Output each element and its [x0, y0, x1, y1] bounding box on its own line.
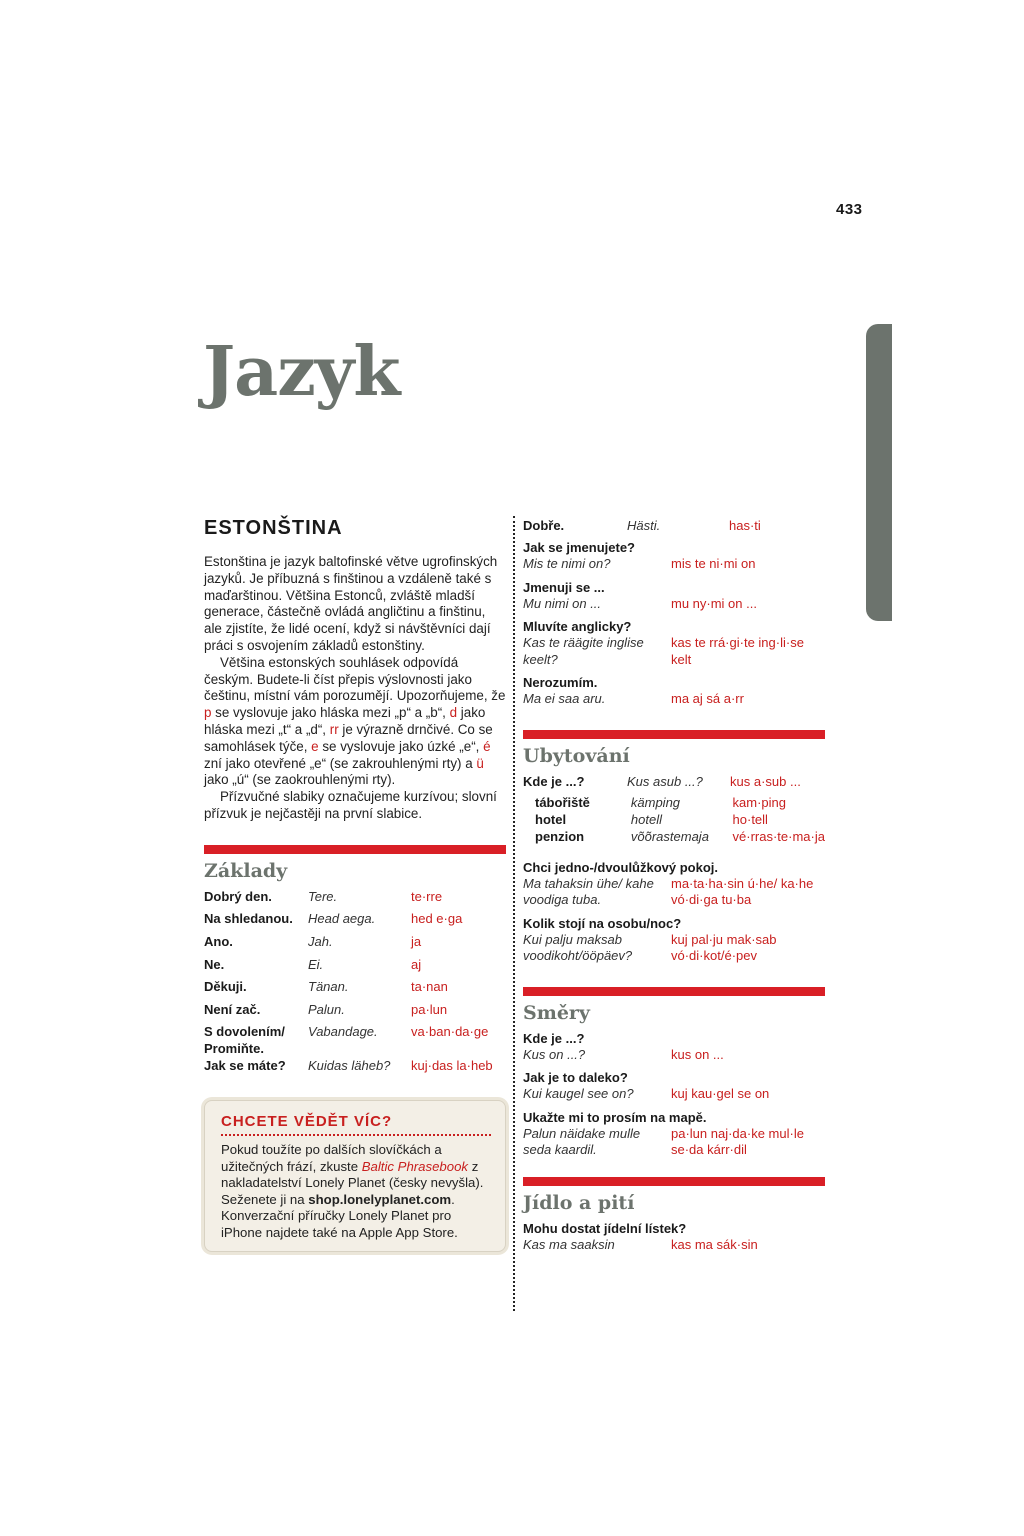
phrase-estonian: Kas ma saaksin [523, 1236, 615, 1252]
phrase-czech: Ne. [204, 956, 225, 972]
phrase-row [204, 933, 506, 956]
shop-link[interactable]: shop.lonelyplanet.com [308, 1191, 452, 1207]
phrase-czech: Dobrý den. [204, 888, 272, 904]
phrase-czech: Děkuji. [204, 979, 247, 995]
phrase-czech: Není zač. [204, 1001, 261, 1017]
phrase-estonian: Tänan. [308, 979, 349, 995]
phrase-question: Kde je ...? [523, 1030, 585, 1046]
phrase-estonian: Tere. [308, 888, 338, 904]
phrase-pronunciation: aj [411, 956, 422, 972]
phrase-question: Ukažte mi to prosím na mapě. [523, 1109, 707, 1125]
phrase-pronunciation: kas te rrá·gi·te ing·li·se kelt [671, 635, 804, 667]
directions-list [523, 1030, 825, 1159]
phrase-question: Mluvíte anglicky? [523, 619, 632, 634]
phrase-estonian: Kui palju maksab voodikoht/ööpäev? [523, 931, 633, 963]
phrase-translation-row [523, 1237, 825, 1254]
phrase-estonian: Mu nimi on ... [523, 595, 602, 611]
phrase-estonian: Kui kaugel see on? [523, 1086, 634, 1101]
intro-text [204, 554, 506, 823]
food-list [523, 1220, 825, 1254]
intro-paragraph-3: Přízvučné slabiky označujeme kurzívou; slovní přízvuk je nejčastěji na první slabice. [204, 789, 497, 821]
phrase-item [523, 618, 825, 668]
phrase-row [204, 1001, 506, 1024]
phrase-translation-row [523, 932, 825, 965]
info-box-title: CHCETE VĚDĚT VÍC? [221, 1113, 491, 1136]
right-column [523, 517, 825, 1259]
accommodation-list [523, 859, 825, 965]
dobre-row: Dobře. Hästi. has·ti [523, 518, 761, 533]
info-box-text: Pokud toužíte po dalších slovíčkách a užitečných frází, zkuste Baltic Phrasebook z nakladatelství Lonely Planet (česky nevyšla). Seženete ji na shop.lonelyplanet.com. Konverzační příručky Lonely Planet pro iPhone najdete také na Apple App Store. [221, 1141, 484, 1240]
phrase-question: Chci jedno-/dvoulůžkový pokoj. [523, 859, 719, 875]
phrase-translation-row [523, 1047, 825, 1064]
phrase-row [523, 828, 825, 845]
phrase-item [523, 1109, 825, 1159]
phrase-question: Kolik stojí na osobu/noc? [523, 915, 682, 931]
section-title-directions: Směry [523, 1001, 590, 1024]
phrase-estonian: Mis te nimi on? [523, 556, 611, 571]
phrase-pronunciation: va·ban·da·ge [411, 1024, 489, 1040]
where-row: Kde je ...? Kus asub ...? kus a·sub ... [523, 773, 801, 789]
phrase-item [523, 1069, 825, 1103]
phrase-estonian: Palun. [308, 1001, 345, 1017]
language-heading: ESTONŠTINA [204, 517, 343, 539]
phrase-czech: S dovolením/ Promiňte. [204, 1024, 285, 1057]
phrase-translation-row [523, 876, 825, 909]
phrase-estonian: kämping [630, 794, 681, 810]
phrase-row [204, 888, 506, 911]
left-column [204, 517, 506, 1252]
page-number: 433 [836, 201, 863, 218]
section-bar [523, 1177, 825, 1186]
phrase-item [523, 859, 825, 909]
phrase-estonian: võõrastemaja [630, 828, 709, 844]
section-bar [523, 987, 825, 996]
phrase-translation-row [523, 691, 825, 708]
phrase-row [204, 1057, 506, 1080]
phrase-pronunciation: kus on ... [671, 1046, 724, 1062]
intro-paragraph-1: Estonština je jazyk baltofinské větve ugrofinských jazyků. Je příbuzná s finštinou a vzdáleně také s maďarštinou. Většina Estonců, zvláště mladší generace, částečně ovládá angličtinu a finštinu, ale zjistíte, že lidé ocení, když si návštěvníci dají práci s osvojením základů estonštiny. [204, 554, 498, 653]
phrase-row [204, 1023, 506, 1057]
phrase-estonian: Ma ei saa aru. [523, 691, 606, 706]
phrase-pronunciation: kam·ping [732, 794, 786, 810]
info-box [204, 1100, 506, 1253]
phrase-estonian: Ei. [308, 956, 324, 972]
phrase-czech: Jak se máte? [204, 1058, 286, 1074]
phrase-translation-row [523, 596, 825, 613]
phrase-question: Nerozumím. [523, 675, 598, 690]
phrase-row [523, 811, 825, 828]
phrase-pronunciation: te·rre [411, 888, 443, 904]
phrase-question: Mohu dostat jídelní lístek? [523, 1220, 687, 1236]
phrase-question: Jak se jmenujete? [523, 540, 635, 555]
phrase-question: Jak je to daleko? [523, 1070, 628, 1085]
phrase-estonian: Kas te räägite inglise keelt? [523, 635, 644, 667]
phrase-pronunciation: hed e·ga [411, 911, 463, 927]
chapter-side-tab [866, 324, 892, 621]
intro-paragraph-2: Většina estonských souhlásek odpovídá českým. Budete-li číst přepis výslovnosti jako češtinu, místní vám porozumějí. Upozorňujeme, že p se vyslovuje jako hláska mezi „p“ a „b“, d jako hláska mezi „t“ a „d“, rr je výrazně drnčivé. Co se samohlásek týče, e se vyslovuje jako úzké „e“, é zní jako otevřené „e“ (se zakrouhlenými rty) a ü jako „ú“ (se zaokrouhlenými rty). [204, 654, 506, 788]
phrase-row [204, 978, 506, 1001]
section-bar [204, 845, 506, 854]
phrase-pronunciation: kas ma sák·sin [671, 1236, 758, 1252]
phrase-item [523, 1220, 825, 1254]
chapter-title: Jazyk [203, 332, 400, 412]
phrase-question: Jmenuji se ... [523, 579, 605, 595]
column-divider [513, 516, 515, 1311]
section-bar [523, 730, 825, 739]
phrase-translation-row [523, 1126, 825, 1159]
phrase-czech: tábořiště [535, 794, 590, 810]
phrase-pronunciation: ma aj sá a·rr [671, 691, 744, 706]
greetings-list [523, 539, 825, 708]
phrase-row [204, 910, 506, 933]
phrase-estonian: Head aega. [308, 911, 376, 927]
phrase-pronunciation: pa·lun [411, 1001, 448, 1017]
phrase-item [523, 539, 825, 573]
phrase-pronunciation: pa·lun naj·da·ke mul·le se·da kárr·dil [671, 1125, 804, 1157]
phrase-estonian: Vabandage. [308, 1024, 378, 1040]
phrase-item [523, 674, 825, 708]
phrase-pronunciation: vé·rras·te·ma·ja [732, 828, 825, 844]
phrase-item [523, 579, 825, 613]
basics-table [204, 888, 506, 1080]
phrase-pronunciation: kuj·das la·heb [411, 1058, 493, 1074]
phrase-pronunciation: mu ny·mi on ... [671, 595, 757, 611]
phrase-estonian: Kus on ...? [523, 1046, 586, 1062]
phrase-czech: Ano. [204, 933, 233, 949]
phrase-translation-row [523, 556, 825, 573]
phrase-estonian: Kuidas läheb? [308, 1058, 391, 1074]
phrase-pronunciation: kuj pal·ju mak·sab vó·di·kot/é·pev [671, 931, 777, 963]
phrase-pronunciation: mis te ni·mi on [671, 556, 756, 571]
phrase-czech: Na shledanou. [204, 911, 293, 927]
section-title-accommodation: Ubytování [523, 744, 630, 767]
phrase-item [523, 1030, 825, 1064]
phrase-estonian: hotell [630, 811, 662, 827]
phrase-pronunciation: kuj kau·gel se on [671, 1086, 770, 1101]
phrase-pronunciation: ho·tell [732, 811, 768, 827]
section-title-basics: Základy [204, 859, 288, 882]
phrase-czech: penzion [535, 828, 585, 844]
book-title: Baltic Phrasebook [361, 1158, 469, 1174]
phrase-row [523, 794, 825, 811]
phrase-pronunciation: ja [411, 933, 422, 949]
phrase-pronunciation: ta·nan [411, 979, 448, 995]
section-title-food: Jídlo a pití [523, 1191, 635, 1214]
places-table [523, 794, 825, 845]
phrase-translation-row [523, 635, 825, 668]
phrase-translation-row [523, 1086, 825, 1103]
phrase-row [204, 956, 506, 979]
phrase-czech: hotel [535, 811, 567, 827]
phrase-estonian: Palun näidake mulle seda kaardil. [523, 1125, 641, 1157]
phrase-estonian: Ma tahaksin ühe/ kahe voodiga tuba. [523, 875, 654, 907]
phrase-estonian: Jah. [308, 933, 333, 949]
phrase-pronunciation: ma·ta·ha·sin ú·he/ ka·he vó·di·ga tu·ba [671, 875, 814, 907]
phrase-item [523, 915, 825, 965]
